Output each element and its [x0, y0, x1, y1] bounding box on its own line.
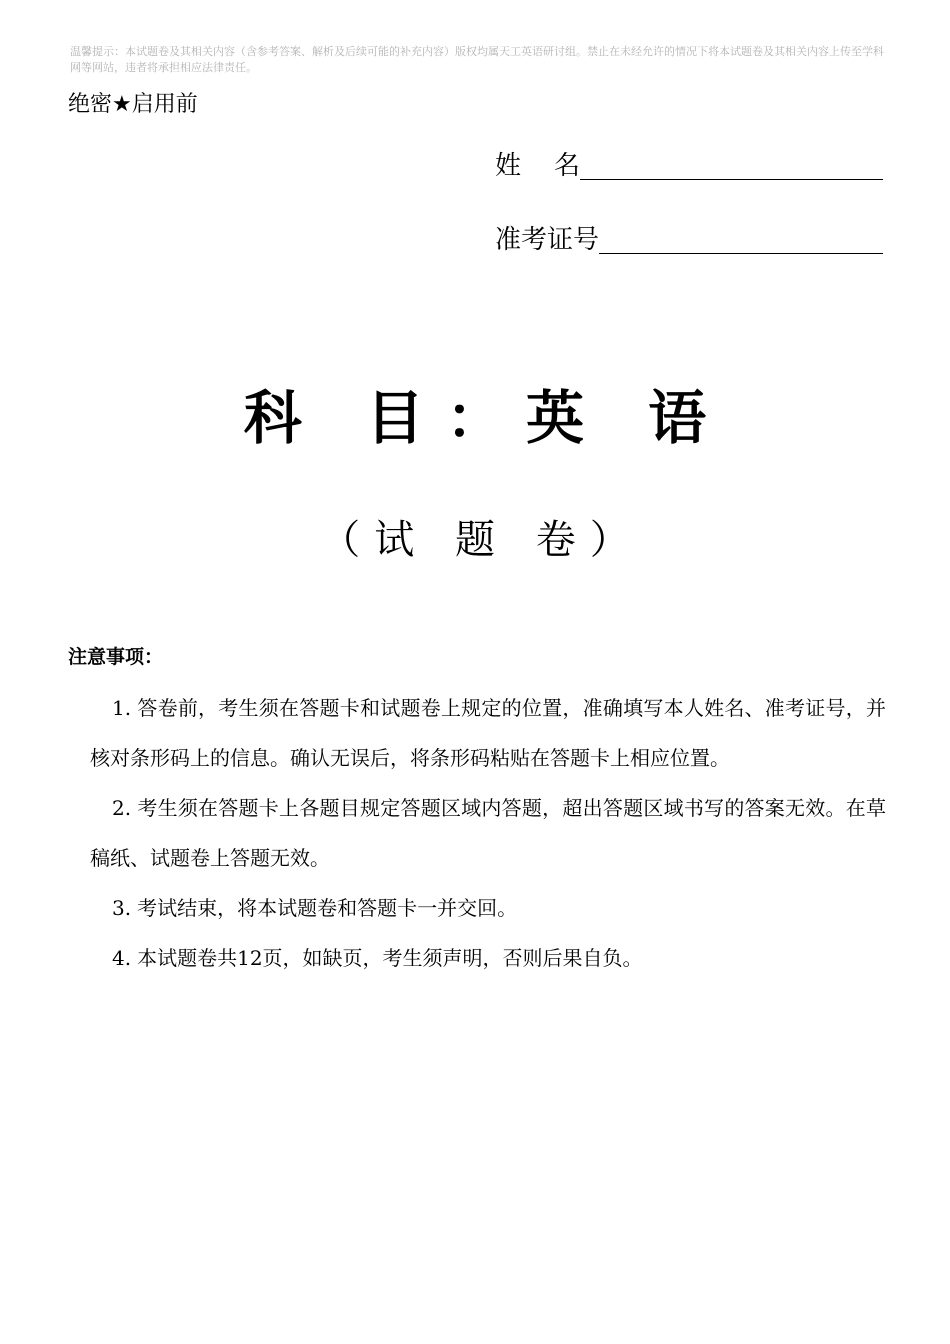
copyright-notice: 温馨提示：本试题卷及其相关内容（含参考答案、解析及后续可能的补充内容）版权均属天工英语研讨组。禁止在未经允许的情况下将本试题卷及其相关内容上传至学科网等网站，违者将承担相应法律责任。 [70, 45, 884, 74]
note-number: 2 . [112, 796, 131, 820]
exam-id-blank-line [599, 225, 883, 254]
note-text: 答卷前，考生须在答题卡和试题卷上规定的位置，准确填写本人姓名、准考证号，并核对条形码上的信息。确认无误后，将条形码粘贴在答题卡上相应位置。 [90, 696, 886, 770]
note-item [90, 783, 886, 883]
note-number: 3 . [112, 896, 131, 920]
note-text: 考试结束，将本试题卷和答题卡一并交回。 [137, 896, 518, 920]
note-text: 考生须在答题卡上各题目规定答题区域内答题，超出答题区域书写的答案无效。在草稿纸、试题卷上答题无效。 [90, 796, 886, 870]
notes-list [90, 683, 886, 983]
note-item [90, 933, 886, 983]
note-number: 1 . [112, 696, 131, 720]
subject-title: 科 目：英 语 [243, 384, 729, 452]
name-blank-line [580, 151, 883, 180]
exam-id-label: 准考证号 [495, 225, 600, 255]
name-label: 姓 名 [495, 151, 581, 181]
note-item [90, 683, 886, 783]
classification-label: 绝密★启用前 [68, 92, 198, 117]
paper-type-title: （试 题 卷） [320, 517, 644, 563]
notes-heading: 注意事项： [68, 646, 164, 668]
exam-id-field [495, 222, 883, 258]
name-field [495, 148, 883, 184]
note-number: 4 . [112, 946, 131, 970]
note-text: 本试题卷共12页，如缺页，考生须声明，否则后果自负。 [137, 946, 643, 970]
note-item [90, 883, 886, 933]
